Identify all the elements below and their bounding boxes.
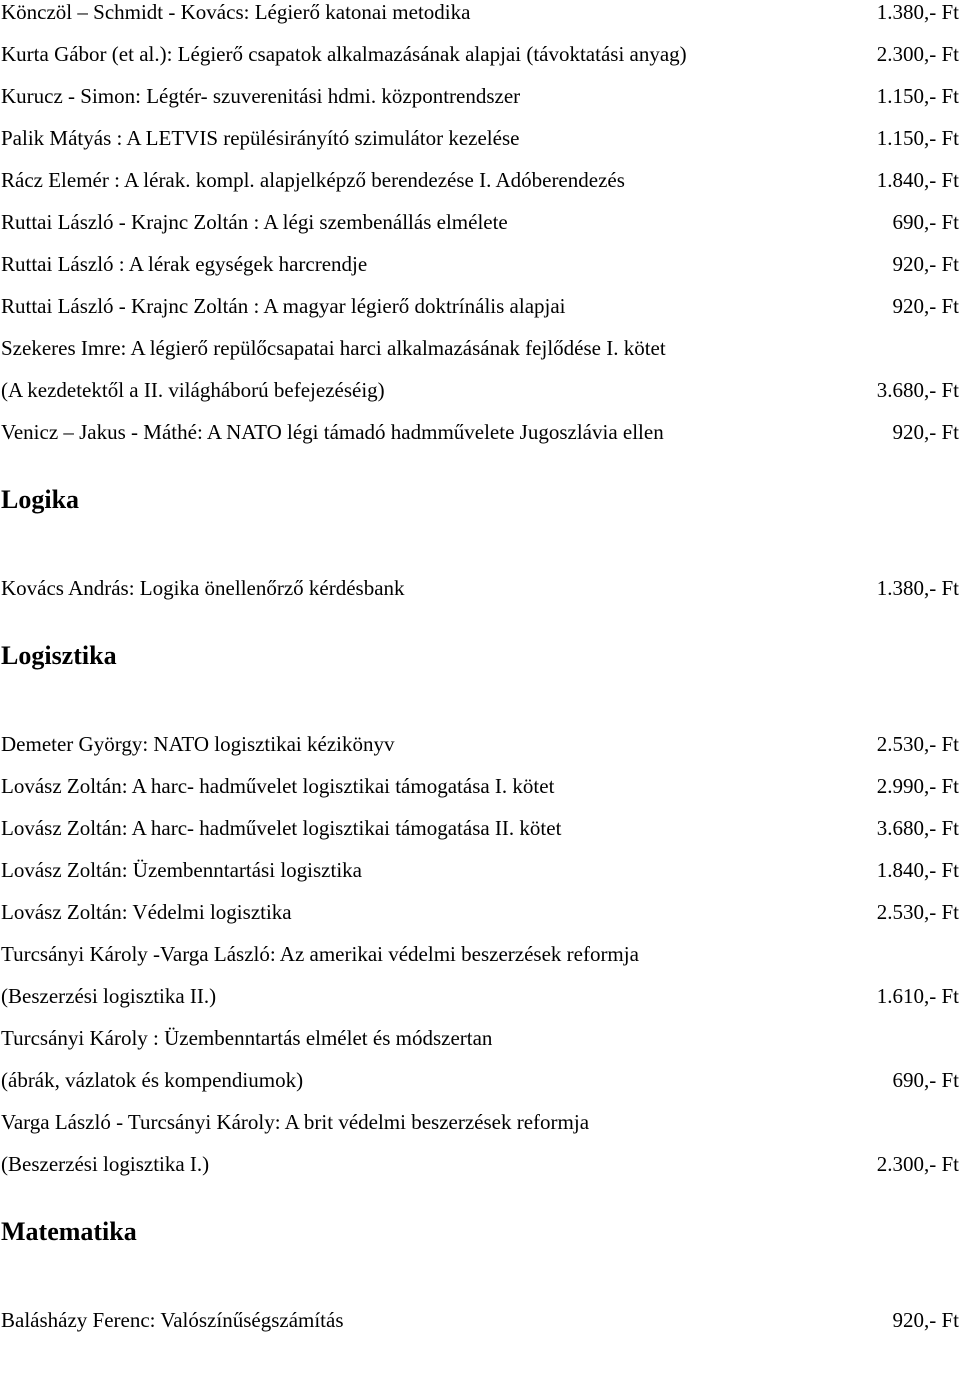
list-item — [0, 771, 960, 801]
book-title: Venicz – Jakus - Máthé: A NATO légi támadó hadmművelete Jugoszlávia ellen — [1, 420, 664, 444]
list-item — [0, 855, 960, 885]
list-item — [0, 981, 960, 1011]
list-item — [0, 417, 960, 447]
list-item — [0, 729, 960, 759]
book-price: 2.990,- Ft — [876, 774, 959, 798]
book-price: 1.840,- Ft — [876, 168, 959, 192]
list-item — [0, 333, 960, 363]
book-price: 920,- Ft — [892, 252, 959, 276]
book-price: 2.300,- Ft — [876, 1152, 959, 1176]
book-price: 1.380,- Ft — [876, 576, 959, 600]
book-price: 1.610,- Ft — [876, 984, 959, 1008]
book-title: Szekeres Imre: A légierő repülőcsapatai harci alkalmazásának fejlődése I. kötet — [1, 336, 666, 360]
section-heading: Logika — [1, 485, 80, 514]
book-price: 2.530,- Ft — [876, 732, 959, 756]
list-item — [0, 897, 960, 927]
list-item — [0, 1149, 960, 1179]
book-price: 3.680,- Ft — [876, 378, 959, 402]
book-title: Kovács András: Logika önellenőrző kérdésbank — [1, 576, 405, 600]
list-item — [0, 813, 960, 843]
book-title: Turcsányi Károly : Üzembenntartás elmélet és módszertan — [1, 1026, 493, 1050]
list-item — [0, 207, 960, 237]
book-title: Lovász Zoltán: A harc- hadművelet logisztikai támogatása I. kötet — [1, 774, 555, 798]
book-title: Kurta Gábor (et al.): Légierő csapatok alkalmazásának alapjai (távoktatási anyag) — [1, 42, 687, 66]
list-item — [0, 375, 960, 405]
book-title: Ruttai László - Krajnc Zoltán : A légi szembenállás elmélete — [1, 210, 508, 234]
book-price: 1.380,- Ft — [876, 0, 959, 24]
book-price: 920,- Ft — [892, 420, 959, 444]
book-price: 690,- Ft — [892, 1068, 959, 1092]
list-item — [0, 0, 960, 27]
book-title: Varga László - Turcsányi Károly: A brit védelmi beszerzések reformja — [1, 1110, 590, 1134]
book-price: 1.150,- Ft — [876, 126, 959, 150]
list-item — [0, 1065, 960, 1095]
list-item — [0, 165, 960, 195]
book-price: 2.530,- Ft — [876, 900, 959, 924]
list-item — [0, 1107, 960, 1137]
book-title: Lovász Zoltán: Védelmi logisztika — [1, 900, 292, 924]
book-title: Turcsányi Károly -Varga László: Az amerikai védelmi beszerzések reformja — [1, 942, 639, 966]
book-title: Lovász Zoltán: A harc- hadművelet logisztikai támogatása II. kötet — [1, 816, 562, 840]
book-title: Rácz Elemér : A lérak. kompl. alapjelképző berendezése I. Adóberendezés — [1, 168, 625, 192]
list-item — [0, 1305, 960, 1335]
book-title: Balásházy Ferenc: Valószínűségszámítás — [1, 1308, 344, 1332]
book-title: Lovász Zoltán: Üzembenntartási logisztika — [1, 858, 362, 882]
book-price: 3.680,- Ft — [876, 816, 959, 840]
list-item — [0, 123, 960, 153]
book-price: 920,- Ft — [892, 1308, 959, 1332]
list-item — [0, 573, 960, 603]
book-title: Könczöl – Schmidt - Kovács: Légierő katonai metodika — [1, 0, 471, 24]
book-title: (A kezdetektől a II. világháború befejezéséig) — [1, 378, 385, 402]
list-item — [0, 291, 960, 321]
list-item — [0, 939, 960, 969]
book-title: (ábrák, vázlatok és kompendiumok) — [1, 1068, 304, 1092]
book-price: 690,- Ft — [892, 210, 959, 234]
list-item — [0, 1023, 960, 1053]
book-title: (Beszerzési logisztika II.) — [1, 984, 217, 1008]
book-title: Ruttai László : A lérak egységek harcrendje — [1, 252, 368, 276]
list-item — [0, 81, 960, 111]
book-title: Ruttai László - Krajnc Zoltán : A magyar légierő doktrínális alapjai — [1, 294, 566, 318]
list-item — [0, 39, 960, 69]
book-price: 920,- Ft — [892, 294, 959, 318]
list-item — [0, 249, 960, 279]
book-price: 2.300,- Ft — [876, 42, 959, 66]
book-title: Demeter György: NATO logisztikai kézikönyv — [1, 732, 395, 756]
book-title: (Beszerzési logisztika I.) — [1, 1152, 210, 1176]
book-title: Palik Mátyás : A LETVIS repülésirányító szimulátor kezelése — [1, 126, 520, 150]
section-heading: Matematika — [1, 1217, 137, 1246]
book-price: 1.840,- Ft — [876, 858, 959, 882]
book-price: 1.150,- Ft — [876, 84, 959, 108]
section-heading: Logisztika — [1, 641, 117, 670]
book-title: Kurucz - Simon: Légtér- szuverenitási hdmi. központrendszer — [1, 84, 521, 108]
